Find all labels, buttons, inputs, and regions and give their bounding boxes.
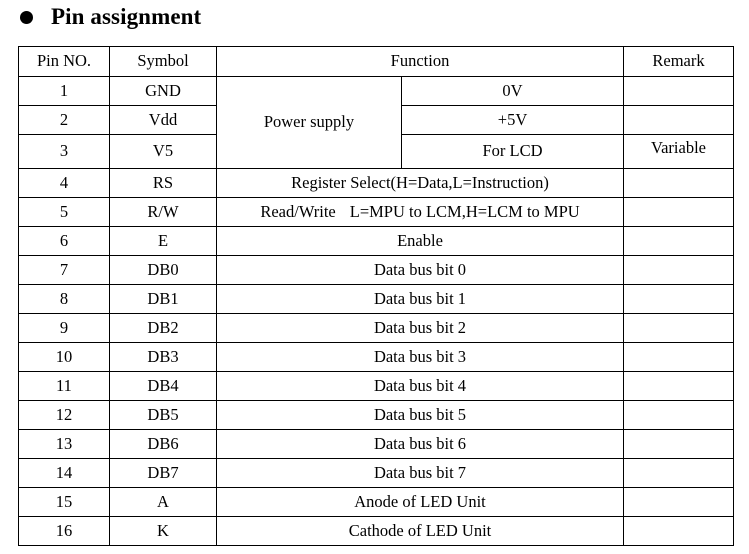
remark-cell [624,169,734,198]
function-text: Read/Write [260,201,336,221]
table-row [19,517,734,546]
symbol-cell: R/W [110,198,217,227]
function-cell: Cathode of LED Unit [217,517,624,546]
table-header-row [19,47,734,77]
remark-cell [624,488,734,517]
remark-cell: Variable [624,135,734,169]
symbol-cell: K [110,517,217,546]
remark-cell [624,343,734,372]
column-header-pin: Pin NO. [19,47,110,77]
table-row [19,77,734,106]
remark-cell [624,256,734,285]
function-detail-cell: For LCD [402,135,624,169]
function-detail-cell: 0V [402,77,624,106]
symbol-cell: V5 [110,135,217,169]
remark-cell [624,314,734,343]
table-row [19,227,734,256]
function-cell: Data bus bit 0 [217,256,624,285]
symbol-cell: RS [110,169,217,198]
remark-cell [624,459,734,488]
table-row [19,256,734,285]
symbol-cell: E [110,227,217,256]
function-cell: Data bus bit 3 [217,343,624,372]
pin-number-cell: 13 [19,430,110,459]
remark-cell [624,77,734,106]
symbol-cell: DB7 [110,459,217,488]
pin-number-cell: 8 [19,285,110,314]
pin-number-cell: 5 [19,198,110,227]
pin-number-cell: 16 [19,517,110,546]
remark-cell [624,106,734,135]
function-text: L=MPU to LCM,H=LCM to MPU [349,201,580,221]
table-row [19,488,734,517]
symbol-cell: DB4 [110,372,217,401]
section-heading [20,2,201,32]
table-row [19,430,734,459]
function-cell: Data bus bit 5 [217,401,624,430]
function-cell: Anode of LED Unit [217,488,624,517]
function-cell: Data bus bit 4 [217,372,624,401]
remark-cell [624,285,734,314]
column-header-function: Function [217,47,624,77]
remark-cell [624,198,734,227]
table-row [19,169,734,198]
pin-number-cell: 9 [19,314,110,343]
remark-cell [624,372,734,401]
symbol-cell: DB6 [110,430,217,459]
function-cell: Data bus bit 2 [217,314,624,343]
column-header-symbol: Symbol [110,47,217,77]
pin-number-cell: 14 [19,459,110,488]
pin-assignment-table [18,46,734,546]
pin-number-cell: 11 [19,372,110,401]
table-row [19,459,734,488]
symbol-cell: DB1 [110,285,217,314]
function-detail-cell: +5V [402,106,624,135]
function-cell: Data bus bit 1 [217,285,624,314]
remark-cell [624,401,734,430]
remark-cell [624,517,734,546]
remark-cell [624,430,734,459]
power-supply-cell: Power supply [217,77,402,169]
pin-number-cell: 2 [19,106,110,135]
pin-number-cell: 7 [19,256,110,285]
pin-number-cell: 12 [19,401,110,430]
function-cell: Data bus bit 7 [217,459,624,488]
symbol-cell: GND [110,77,217,106]
pin-number-cell: 15 [19,488,110,517]
pin-number-cell: 1 [19,77,110,106]
symbol-cell: A [110,488,217,517]
symbol-cell: DB0 [110,256,217,285]
heading-title: Pin assignment [51,4,202,29]
symbol-cell: Vdd [110,106,217,135]
symbol-cell: DB5 [110,401,217,430]
table-row [19,401,734,430]
column-header-remark: Remark [624,47,734,77]
table-body [19,47,734,546]
function-cell [217,198,624,227]
pin-number-cell: 3 [19,135,110,169]
table-row [19,198,734,227]
symbol-cell: DB3 [110,343,217,372]
table-row [19,343,734,372]
table-row [19,372,734,401]
bullet-icon [20,11,33,24]
function-cell: Enable [217,227,624,256]
function-cell: Register Select(H=Data,L=Instruction) [217,169,624,198]
function-cell: Data bus bit 6 [217,430,624,459]
table-row [19,285,734,314]
remark-cell [624,227,734,256]
symbol-cell: DB2 [110,314,217,343]
table-row [19,314,734,343]
pin-number-cell: 10 [19,343,110,372]
pin-number-cell: 6 [19,227,110,256]
pin-number-cell: 4 [19,169,110,198]
